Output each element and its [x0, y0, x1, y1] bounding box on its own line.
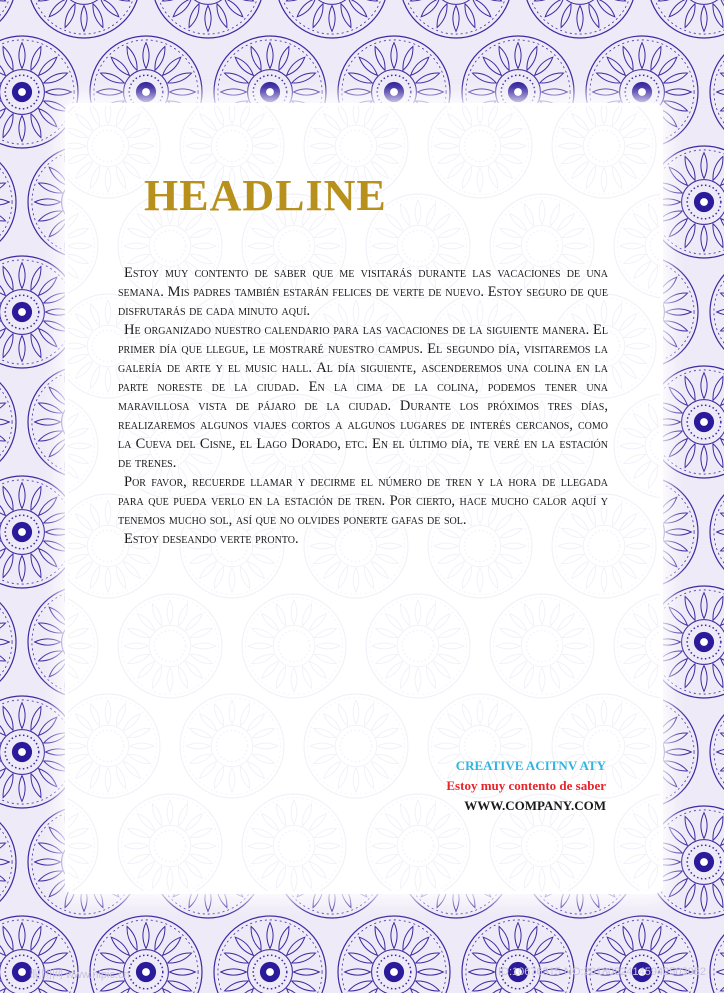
mandala-ornament — [0, 806, 16, 918]
watermark-left: 昵图网 www.nipic.cn — [30, 969, 130, 981]
footer-block — [360, 756, 606, 816]
mandala-ornament — [710, 256, 724, 368]
faint-mandala — [614, 194, 660, 298]
mandala-ornament — [710, 476, 724, 588]
watermark-right: ID:10676315 NO:20180824145942503082 — [498, 966, 706, 978]
mandala-ornament — [648, 0, 724, 38]
faint-mandala — [68, 594, 98, 698]
mandala-ornament — [400, 0, 512, 38]
mandala-ornament — [0, 696, 78, 808]
faint-mandala — [68, 394, 98, 498]
mandala-ornament — [710, 916, 724, 993]
paragraph-1: Estoy muy contento de saber que me visitarás durante las vacaciones de una semana. Mis padres también estarán felices de verte de nuevo. Estoy seguro de que disfrutarás de cada minuto aquí. — [118, 265, 608, 319]
mandala-ornament — [0, 586, 16, 698]
faint-mandala — [614, 394, 660, 498]
faint-mandala — [614, 594, 660, 698]
mandala-ornament — [0, 476, 78, 588]
faint-mandala — [366, 594, 470, 698]
mandala-ornament — [0, 0, 16, 38]
mandala-ornament — [0, 36, 78, 148]
paragraph-3: Por favor, recuerde llamar y decirme el número de tren y la hora de llegada para que pueda verlo en la estación de tren. Por cierto, hace mucho calor aquí y tenemos mucho sol, así que no olvides ponerte gafas de sol. — [118, 474, 608, 528]
paragraph-2: He organizado nuestro calendario para las vacaciones de la siguiente manera. El primer día que llegue, le mostraré nuestro campus. El segundo día, visitaremos la galería de arte y el music hall. Al día siguiente, ascenderemos una colina en la parte noreste de la ciudad. En la cima de la colina, podemos tener una maravillosa vista de pájaro de la ciudad. Durante los próximos tres días, realizaremos algunos viajes cortos a algunos lugares de interés cercanos, como la Cueva del Cisne, el Lago Dorado, etc. En el último día, te veré en la estación de trenes. — [118, 322, 608, 471]
mandala-ornament — [710, 36, 724, 148]
mandala-ornament — [338, 916, 450, 993]
mandala-ornament — [0, 146, 16, 258]
mandala-ornament — [710, 696, 724, 808]
mandala-ornament — [0, 366, 16, 478]
footer-tagline: CREATIVE ACITNV ATY — [455, 758, 606, 773]
mandala-ornament — [524, 0, 636, 38]
faint-mandala — [242, 794, 346, 891]
faint-mandala — [118, 794, 222, 891]
footer-subtitle: Estoy muy contento de saber — [446, 778, 606, 793]
mandala-ornament — [462, 916, 574, 993]
faint-mandala — [428, 106, 532, 198]
faint-mandala — [552, 106, 656, 198]
faint-mandala — [180, 694, 284, 798]
mandala-ornament — [0, 256, 78, 368]
mandala-ornament — [214, 916, 326, 993]
faint-mandala — [68, 194, 98, 298]
faint-mandala — [242, 594, 346, 698]
mandala-ornament — [152, 0, 264, 38]
faint-mandala — [614, 794, 660, 891]
mandala-ornament — [586, 916, 698, 993]
mandala-ornament — [28, 0, 140, 38]
faint-mandala — [118, 594, 222, 698]
faint-mandala — [68, 794, 98, 891]
mandala-ornament — [276, 0, 388, 38]
letter-body — [118, 264, 608, 549]
headline: HEADLINE — [144, 171, 387, 220]
footer-website: WWW.COMPANY.COM — [464, 798, 606, 813]
faint-mandala — [490, 594, 594, 698]
faint-mandala — [68, 694, 160, 798]
paragraph-4: Estoy deseando verte pronto. — [124, 531, 299, 547]
